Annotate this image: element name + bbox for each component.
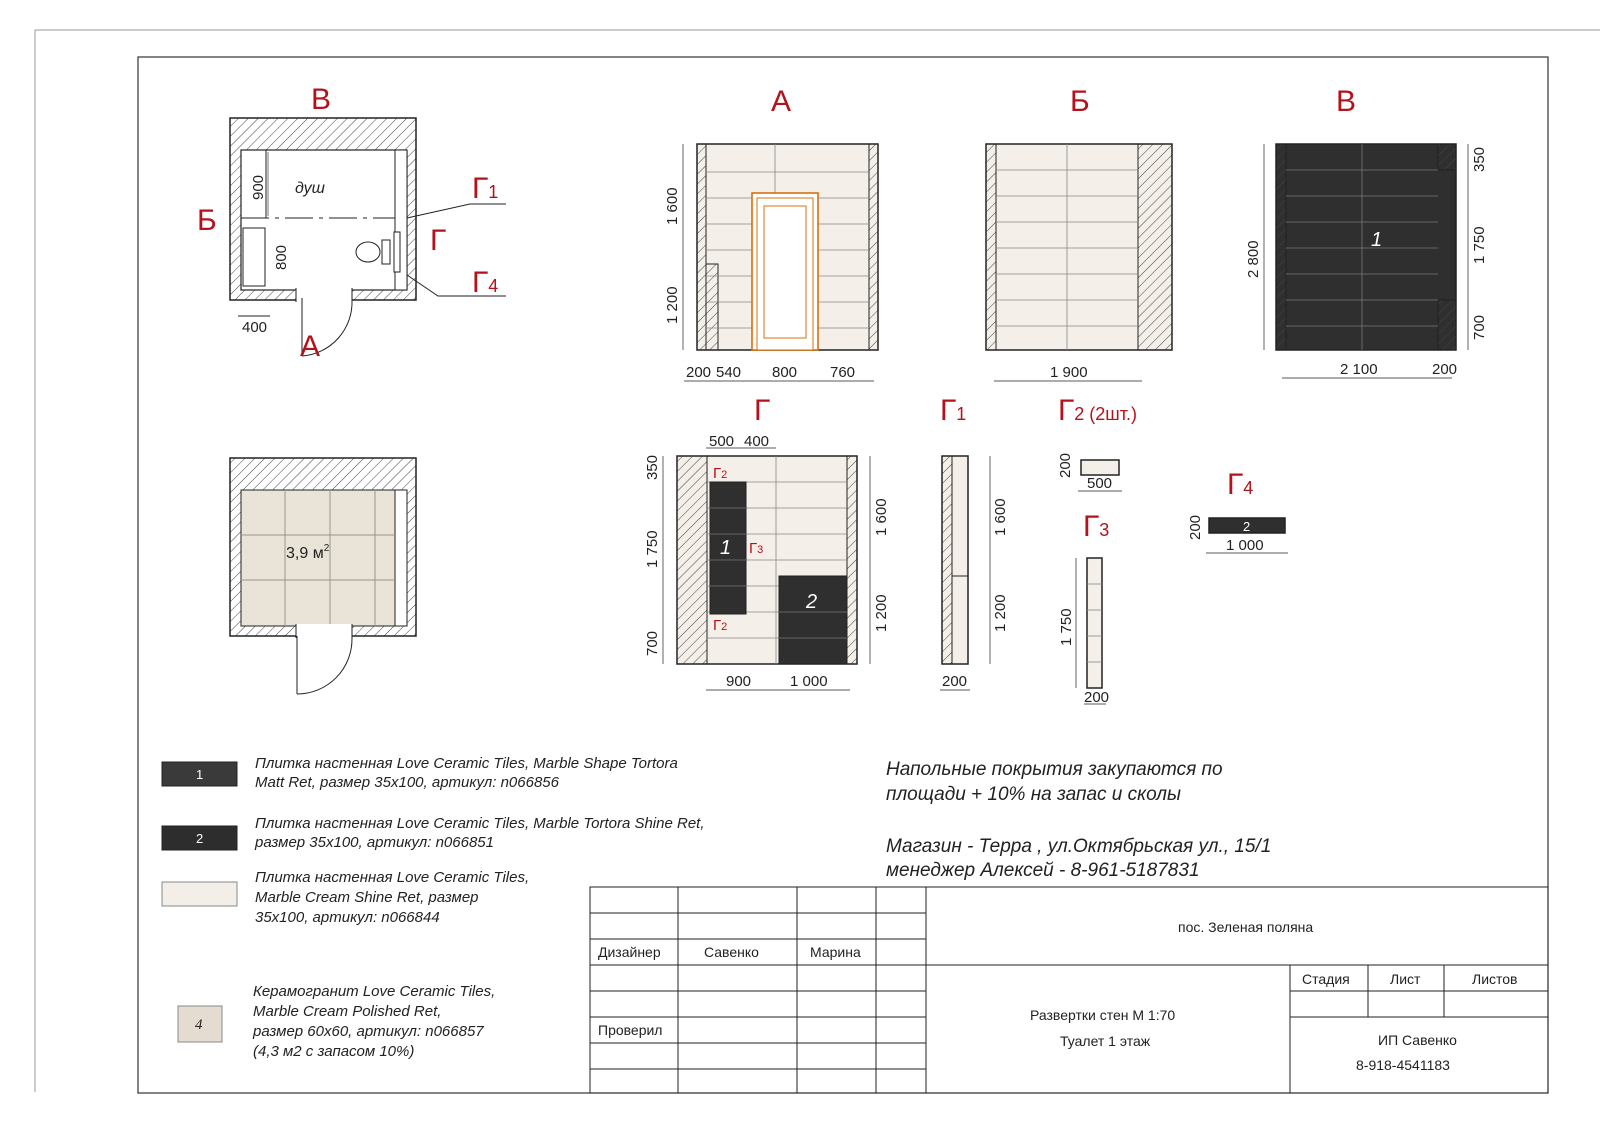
tb-sheets: Листов [1472,971,1518,987]
elev-g2-dim-h: 500 [1087,475,1113,492]
elevation-g3 [1058,510,1109,706]
legend-3-line1: Плитка настенная Love Ceramic Tiles, [255,869,530,886]
elev-g3-dim-h: 200 [1084,689,1110,706]
elevation-g1-title: Г1 [940,394,967,427]
plan-label-b: Б [197,204,217,237]
elev-v-dim-right2: 1 750 [1471,226,1488,264]
elevation-b [986,85,1172,381]
elev-v-dim-h2: 200 [1432,361,1458,378]
plan-dim-900: 900 [250,174,267,200]
elev-g1-dim-v2: 1 200 [992,594,1009,632]
legend-swatch-2-label: 2 [196,831,204,846]
elev-g4-tile: 2 [1243,519,1251,534]
elev-a-dim-v1: 1 600 [664,187,681,225]
plan-label-g1: Г1 [472,172,499,205]
elevation-v-title: В [1336,85,1357,118]
elevation-g2-title: Г2 (2шт.) [1058,394,1137,427]
tb-drawing-title: Развертки стен М 1:70 [1030,1007,1176,1023]
tb-designer-label: Дизайнер [598,944,661,960]
legend-1-line1: Плитка настенная Love Ceramic Tiles, Marble Shape Tortora [255,755,678,772]
elev-a-dim-h1: 200 [686,364,712,381]
legend-4-line4: (4,3 м2 с запасом 10%) [253,1043,415,1060]
sink-icon [243,228,265,286]
note-line4: менеджер Алексей - 8-961-5187831 [886,860,1200,881]
legend-3-line3: 35х100, артикул: n066844 [255,909,440,926]
plan-dim-800: 800 [273,244,290,270]
elev-a-dim-h3: 800 [772,364,798,381]
legend-swatch-3 [162,882,237,906]
elev-v-dim-right3: 700 [1471,314,1488,340]
legend-1-line2: Matt Ret, размер 35х100, артикул: n066856 [255,774,559,791]
elev-g-dim-left2: 1 750 [644,530,661,568]
elev-g-tile2: 2 [806,591,818,613]
room-plan [197,83,506,363]
elev-g3-dim-v: 1 750 [1058,608,1075,646]
elevation-a [664,85,878,381]
tb-drawing-subtitle: Туалет 1 этаж [1060,1033,1151,1049]
elevation-g4-title: Г4 [1227,468,1254,501]
note-line2: площади + 10% на запас и сколы [886,784,1181,805]
elev-v-dim-h1: 2 100 [1340,361,1378,378]
elevation-g1 [940,394,1009,690]
elevation-g3-title: Г3 [1083,510,1110,543]
elev-g-dim-right2: 1 200 [873,594,890,632]
elev-g-label-g3: Г3 [749,540,764,557]
elev-g-label-g2-top: Г2 [713,465,728,482]
elev-a-dim-h4: 760 [830,364,856,381]
elev-g-dim-left1: 350 [644,454,661,480]
elev-g1-dim-v1: 1 600 [992,498,1009,536]
elev-v-tile-number: 1 [1371,229,1383,251]
elevation-v [1245,85,1488,378]
elev-v-dim-left: 2 800 [1245,240,1262,278]
elev-g4-dim-h: 1 000 [1226,537,1264,554]
elevation-g [644,394,890,690]
elev-g-dim-top2: 400 [744,433,770,450]
toilet-icon [356,242,380,262]
tb-designer-surname: Савенко [704,944,759,960]
elev-g4-dim-v: 200 [1187,514,1204,540]
elev-a-dim-v2: 1 200 [664,286,681,324]
elevation-b-title: Б [1070,85,1090,118]
plan-label-a: А [300,330,321,363]
elev-b-dim-h1: 1 900 [1050,364,1088,381]
notes [886,759,1271,881]
tb-checked-label: Проверил [598,1022,663,1038]
plan-label-g: Г [430,224,447,257]
plan-shower-label: душ [295,180,325,197]
elev-g1-dim-h: 200 [942,673,968,690]
legend-swatch-1-label: 1 [196,767,204,782]
tb-designer-name: Марина [810,944,861,960]
legend-4-line3: размер 60х60, артикул: n066857 [253,1023,484,1040]
note-line3: Магазин - Терра , ул.Октябрьская ул., 15/1 [886,836,1272,857]
elev-a-dim-h2: 540 [716,364,742,381]
note-line1: Напольные покрытия закупаются по [886,759,1223,780]
legend-4-line1: Керамогранит Love Ceramic Tiles, [253,983,496,1000]
elevation-g-title: Г [754,394,771,427]
tb-sheet: Лист [1390,971,1421,987]
elev-g-dim-h2: 1 000 [790,673,828,690]
plan-label-g4: Г4 [472,266,499,299]
elev-v-dim-right1: 350 [1471,146,1488,172]
floor-area: 3,9 $м^2$ [286,543,330,562]
elev-g-dim-right1: 1 600 [873,498,890,536]
legend-4-line2: Marble Cream Polished Ret, [253,1003,442,1020]
tb-project: пос. Зеленая поляна [1178,919,1314,935]
floor-plan [230,458,416,694]
legend-3-line2: Marble Cream Shine Ret, размер [255,889,479,906]
elevation-g4 [1187,468,1288,554]
tb-stage: Стадия [1302,971,1350,987]
elev-g-dim-h1: 900 [726,673,752,690]
tb-company: ИП Савенко [1378,1032,1457,1048]
plan-label-v: В [311,83,332,116]
legend-2-line2: размер 35х100, артикул: n066851 [255,834,494,851]
elevation-a-title: А [771,85,792,118]
elev-g-dim-left3: 700 [644,630,661,656]
elevation-g2 [1057,394,1137,492]
tb-phone: 8-918-4541183 [1356,1057,1450,1073]
legend-swatch-4-label: 4 [195,1017,203,1033]
elev-g2-dim-v: 200 [1057,452,1074,478]
elev-g-tile1: 1 [720,537,732,559]
plan-dim-400: 400 [242,319,268,336]
elev-g-label-g2-bot: Г2 [713,617,728,634]
elev-g-dim-top1: 500 [709,433,735,450]
legend-2-line1: Плитка настенная Love Ceramic Tiles, Marble Tortora Shine Ret, [255,815,705,832]
legend [162,755,705,1060]
